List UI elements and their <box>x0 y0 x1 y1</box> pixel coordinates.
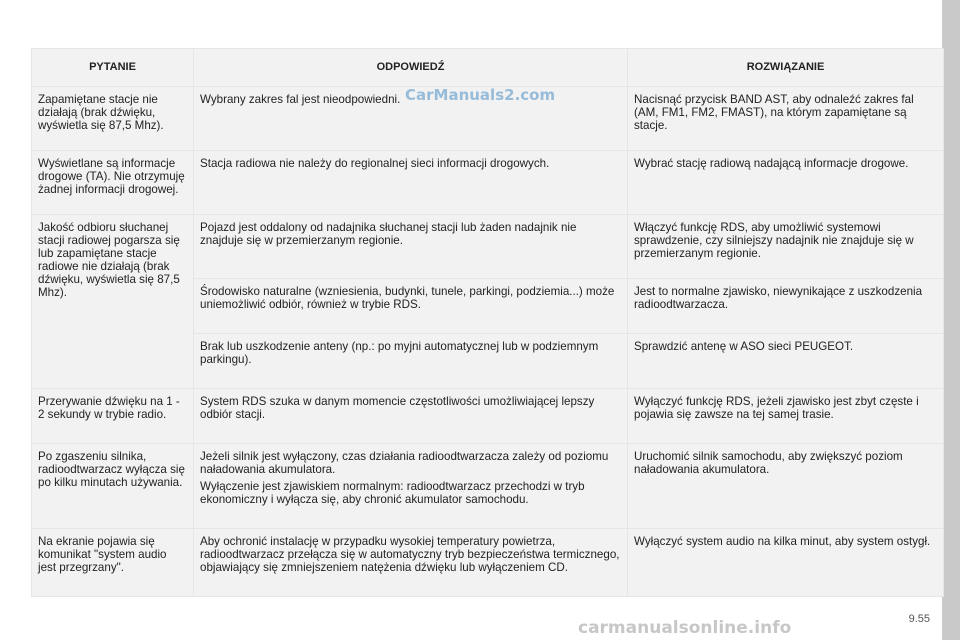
question-cell: Po zgaszeniu silnika, radioodtwarzacz wyłącza się po kilku minutach używania. <box>32 444 194 529</box>
table-row <box>32 529 944 597</box>
question-cell: Przerywanie dźwięku na 1 - 2 sekundy w trybie radio. <box>32 389 194 444</box>
answer-cell <box>194 215 628 279</box>
answer-text: Pojazd jest oddalony od nadajnika słuchanej stacji lub żaden nadajnik nie znajduje się w przemierzanym regionie. <box>200 221 577 247</box>
question-cell: Wyświetlane są informacje drogowe (TA). Nie otrzymuję żadnej informacji drogowej. <box>32 151 194 215</box>
solution-cell: Wyłączyć system audio na kilka minut, aby system ostygł. <box>628 529 944 597</box>
header-question: PYTANIE <box>32 49 194 87</box>
answer-text: Aby ochronić instalację w przypadku wysokiej temperatury powietrza, radioodtwarzacz przełącza się w automatyczny tryb bezpieczeństwa termicznego, objawiający się zmniejszeniem natężenia dźwięku lub wyłączeniem CD. <box>200 535 620 574</box>
answer-cell <box>194 389 628 444</box>
answer-cell <box>194 279 628 334</box>
answer-text: Jeżeli silnik jest wyłączony, czas działania radioodtwarzacza zależy od poziomu naładowania akumulatora. <box>200 450 609 476</box>
answer-cell <box>194 444 628 529</box>
troubleshooting-table <box>31 48 944 597</box>
watermark-footer: carmanualsonline.info <box>578 618 792 638</box>
watermark-logo: CarManuals2.com <box>405 86 556 104</box>
question-cell: Na ekranie pojawia się komunikat "system audio jest przegrzany". <box>32 529 194 597</box>
page-edge-bar <box>942 0 960 640</box>
question-cell: Jakość odbioru słuchanej stacji radiowej pogarsza się lub zapamiętane stacje radiowe nie działają (brak dźwięku, wyświetla się 87,5 Mhz). <box>32 215 194 389</box>
answer-text: Stacja radiowa nie należy do regionalnej sieci informacji drogowych. <box>200 157 550 170</box>
header-solution: ROZWIĄZANIE <box>628 49 944 87</box>
solution-cell: Uruchomić silnik samochodu, aby zwiększyć poziom naładowania akumulatora. <box>628 444 944 529</box>
answer-cell <box>194 151 628 215</box>
solution-cell: Nacisnąć przycisk BAND AST, aby odnaleźć zakres fal (AM, FM1, FM2, FMAST), na którym zapamiętane są stacje. <box>628 87 944 151</box>
solution-cell: Włączyć funkcję RDS, aby umożliwić systemowi sprawdzenie, czy silniejszy nadajnik nie znajduje się w przemierzanym regionie. <box>628 215 944 279</box>
table-row <box>32 444 944 529</box>
solution-cell: Wybrać stację radiową nadającą informacje drogowe. <box>628 151 944 215</box>
answer-cell <box>194 529 628 597</box>
page-number: 9.55 <box>908 613 930 625</box>
table-header-row <box>32 49 944 87</box>
table-row <box>32 215 944 279</box>
answer-text: Wyłączenie jest zjawiskiem normalnym: radioodtwarzacz przechodzi w tryb ekonomiczny i wyłącza się, aby chronić akumulator samochodu. <box>200 480 585 506</box>
answer-text: Brak lub uszkodzenie anteny (np.: po myjni automatycznej lub w podziemnym parkingu). <box>200 340 599 366</box>
table-row <box>32 151 944 215</box>
table-row <box>32 389 944 444</box>
answer-cell <box>194 334 628 389</box>
header-answer: ODPOWIEDŹ <box>194 49 628 87</box>
solution-cell: Wyłączyć funkcję RDS, jeżeli zjawisko jest zbyt częste i pojawia się zawsze na tej samej trasie. <box>628 389 944 444</box>
answer-text: System RDS szuka w danym momencie częstotliwości umożliwiającej lepszy odbiór stacji. <box>200 395 595 421</box>
solution-cell: Jest to normalne zjawisko, niewynikające z uszkodzenia radioodtwarzacza. <box>628 279 944 334</box>
answer-text: Środowisko naturalne (wzniesienia, budynki, tunele, parkingi, podziemia...) może uniemożliwić odbiór, również w trybie RDS. <box>200 285 615 311</box>
solution-cell: Sprawdzić antenę w ASO sieci PEUGEOT. <box>628 334 944 389</box>
question-cell: Zapamiętane stacje nie działają (brak dźwięku, wyświetla się 87,5 Mhz). <box>32 87 194 151</box>
answer-text: Wybrany zakres fal jest nieodpowiedni. <box>200 93 401 106</box>
